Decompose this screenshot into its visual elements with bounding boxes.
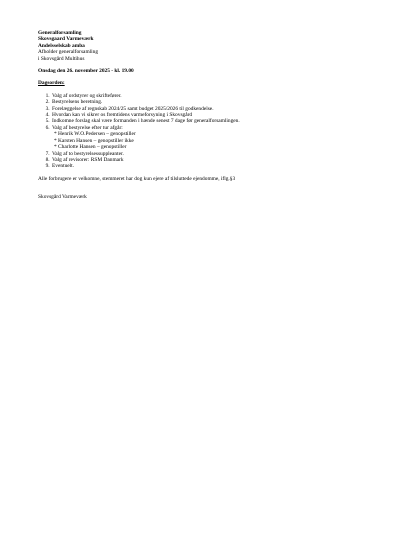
agenda-item-text: Valg af to bestyrelsessuppleanter. [52, 150, 124, 157]
document-page [38, 30, 378, 201]
candidate-item: * Henrik W.O.Pedersen – genopstiller [54, 131, 136, 138]
agenda-item-text: Hvordan kan vi sikrer os fremtidens varmeforsyning i Skovsgård [52, 112, 193, 119]
agenda-heading: Dagsorden: [38, 80, 65, 87]
header-company-type: Andelsselskab amba [38, 42, 85, 49]
agenda-item-text: Valg af ordstyrer og skriftefører. [52, 92, 122, 99]
document-header [38, 30, 378, 62]
header-venue: i Skovsgård Multihus [38, 55, 85, 62]
board-candidates-list [52, 131, 378, 150]
candidate-item: * Karsten Hansen – genopstiller ikke [54, 137, 134, 144]
meeting-date: Onsdag den 26. november 2025 - kl. 19.00 [38, 68, 134, 75]
candidate-item: * Charlotte Hansen – genopstiller [54, 144, 127, 151]
voting-rights-note: Alle forbrugere er velkomne, stemmeret har dog kun ejere af tilsluttede ejendomme, iflg.§3 [38, 175, 236, 182]
header-announcement: Afholder generalforsamling [38, 49, 99, 56]
agenda-item-text: Bestyrelsens beretning. [52, 99, 103, 106]
agenda-item-text: Indkomne forslag skal være formanden i hænde senest 7 dage før generalforsamlingen. [52, 118, 240, 125]
agenda-item [51, 163, 378, 169]
agenda-item-text: Forelæggelse af regnskab 2024/25 samt budget 2025/2026 til godkendelse. [52, 105, 214, 112]
agenda-item [51, 125, 378, 151]
header-title: Generalforsamling [38, 30, 82, 36]
signature: Skovsgård Varmeværk [38, 194, 87, 201]
agenda-item-text: Eventuelt. [52, 163, 75, 170]
header-organization: Skovsgaard Varmeværk [38, 36, 94, 43]
agenda-item-text: Valg af bestyrelse efter tur afgår: [52, 124, 123, 131]
agenda-item-text: Valg af revisorer: RSM Danmark [52, 156, 124, 163]
agenda-list [38, 93, 378, 170]
